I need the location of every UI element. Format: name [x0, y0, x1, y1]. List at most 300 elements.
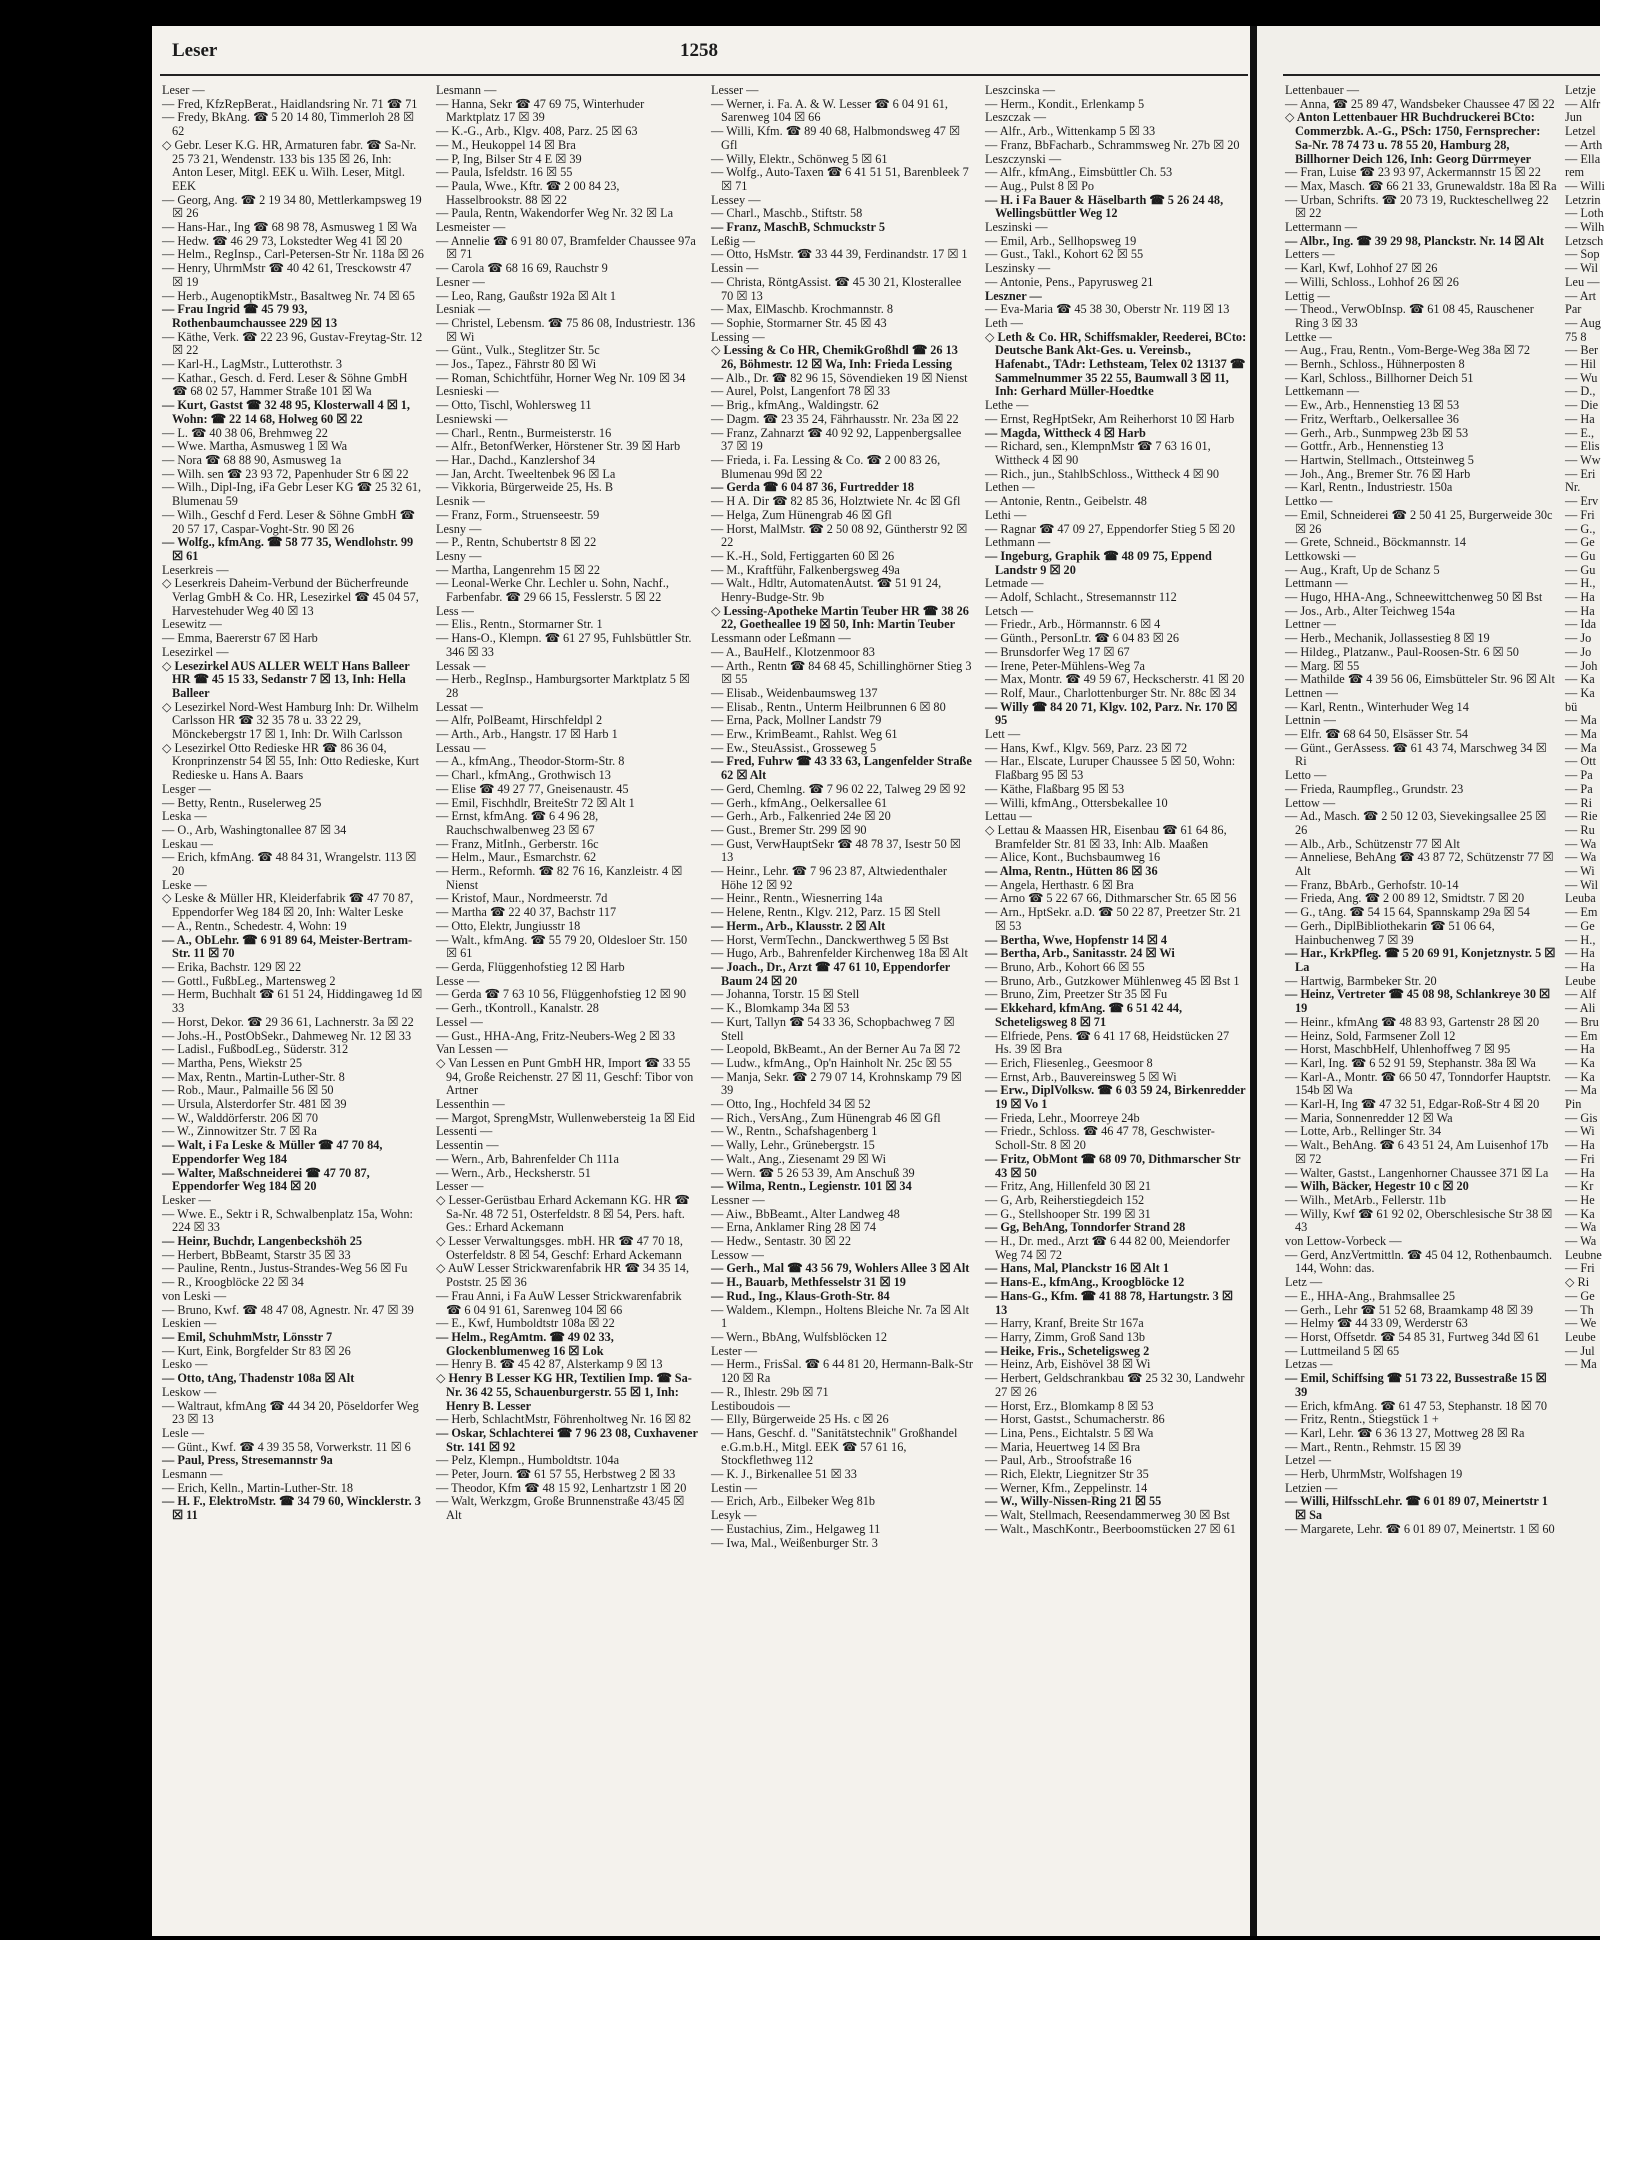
directory-entry: Lesnik —	[436, 494, 485, 509]
directory-entry: — Wilh., Dipl-Ing, iFa Gebr Leser KG ☎ 25 32 61, Blumenau 59	[162, 480, 422, 509]
directory-entry: — Hanna, Sekr ☎ 47 69 75, Winterhuder Marktplatz 17 ☒ 39	[436, 96, 645, 125]
directory-entry: — Walt., Ang., Ziesenamt 29 ☒ Wi	[711, 1151, 887, 1166]
directory-entry: — Ew., SteuAssist., Grosseweg 5	[711, 740, 877, 755]
directory-entry: — Har., Elscate, Luruper Chaussee 5 ☒ 50, Wohn: Flaßbarg 95 ☒ 53	[985, 754, 1236, 783]
directory-entry: — Ott	[1565, 754, 1597, 769]
directory-entry: — Joach., Dr., Arzt ☎ 47 61 10, Eppendorfer Baum 24 ☒ 20	[711, 960, 951, 988]
directory-entry: bü	[1565, 699, 1578, 714]
directory-entry: Less —	[436, 603, 474, 618]
directory-entry: Lesny —	[436, 548, 482, 563]
directory-entry: — Marg. ☒ 55	[1285, 658, 1360, 673]
page-number: 1258	[680, 40, 718, 61]
directory-entry: — Mathilde ☎ 4 39 56 06, Eimsbütteler Str. 96 ☒ Alt	[1285, 672, 1555, 687]
directory-entry: — Ekkehard, kfmAng. ☎ 6 51 42 44, Scheteligsweg 8 ☒ 71	[985, 1001, 1183, 1029]
directory-entry: — Herm, Buchhalt ☎ 61 51 24, Hiddingaweg 1d ☒ 33	[162, 987, 423, 1016]
directory-entry: — G., Stellshooper Str. 199 ☒ 31	[985, 1206, 1151, 1221]
directory-entry: — R., Ihlestr. 29b ☒ 71	[711, 1384, 829, 1399]
directory-column-6-cropped	[1565, 84, 1645, 1924]
directory-entry: — Käthe, Flaßbarg 95 ☒ 53	[985, 781, 1125, 796]
directory-entry: — Ew., Arb., Hennenstieg 13 ☒ 53	[1285, 398, 1460, 413]
directory-entry: — Herm., FrisSal. ☎ 6 44 81 20, Hermann-Balk-Str 120 ☒ Ra	[711, 1357, 973, 1386]
directory-entry: — Bruno, Kwf. ☎ 48 47 08, Agnestr. Nr. 47 ☒ 39	[162, 1302, 414, 1317]
directory-entry: Leser —	[162, 83, 205, 97]
directory-entry: — Erw., DiplVolksw. ☎ 6 03 59 24, Birkenredder 19 ☒ Vo 1	[985, 1083, 1246, 1112]
directory-entry: — Horst, Gastst., Schumacherstr. 86	[985, 1412, 1165, 1427]
directory-entry: — Gerh., Arb., Falkenried 24e ☒ 20	[711, 809, 891, 824]
directory-entry: Letzje	[1565, 83, 1596, 97]
directory-entry: Lesner —	[436, 274, 485, 289]
directory-entry: Lettke —	[1285, 329, 1332, 344]
directory-entry: — Willy, Elektr., Schönweg 5 ☒ 61	[711, 151, 888, 166]
directory-entry: ◇ Anton Lettenbauer HR Buchdruckerei BCto: Commerzbk. A.-G., PSch: 1750, Fernsprecher: Sa-Nr. 78 74 73 u. 78 55 20, Hamburg 28, Billhorner Deich 126, Inh: Georg Dürrmeyer	[1285, 110, 1541, 166]
directory-entry: — Elis., Rentn., Stormarner Str. 1	[436, 617, 603, 632]
directory-entry: — Magda, Wittheck 4 ☒ Harb	[985, 425, 1146, 440]
directory-entry: — Franz, Form., Struenseestr. 59	[436, 507, 600, 522]
directory-entry: — Aug., Frau, Rentn., Vom-Berge-Weg 38a ☒ 72	[1285, 343, 1531, 358]
directory-entry: — Horst, Offsetdr. ☎ 54 85 31, Furtweg 34d ☒ 61	[1285, 1329, 1540, 1344]
directory-entry: — Ma	[1565, 1083, 1597, 1098]
directory-entry: — Otto, Tischl, Wohlersweg 11	[436, 398, 592, 413]
directory-entry: — Antonie, Pens., Papyrusweg 21	[985, 274, 1154, 289]
directory-entry: — Willy ☎ 84 20 71, Klgv. 102, Parz. Nr. 170 ☒ 95	[985, 699, 1238, 728]
directory-entry: — Heinr., Lehr. ☎ 7 96 23 87, Altwiedenthaler Höhe 12 ☒ 92	[711, 864, 947, 892]
directory-entry: — Alfr., kfmAng., Eimsbüttler Ch. 53	[985, 165, 1173, 180]
directory-entry: — Günt., Vulk., Steglitzer Str. 5c	[436, 343, 600, 358]
directory-entry: Leskow —	[162, 1384, 217, 1399]
directory-entry: — Gerh., Arb., Sunmpweg 23b ☒ 53	[1285, 425, 1469, 440]
directory-entry: — Aug	[1565, 315, 1601, 330]
directory-entry: — Rich., VersAng., Zum Hünengrab 46 ☒ Gfl	[711, 1110, 941, 1125]
directory-entry: — Max, Montr. ☎ 49 59 67, Heckscherstr. 41 ☒ 20	[985, 672, 1245, 687]
directory-entry: Lettnin —	[1285, 713, 1336, 728]
directory-entry: — Emil, Arb., Sellhopsweg 19	[985, 233, 1137, 248]
directory-entry: — Rie	[1565, 809, 1598, 824]
directory-entry: — P, Ing, Bilser Str 4 E ☒ 39	[436, 151, 582, 166]
directory-entry: — Walt., BehAng. ☎ 6 43 51 24, Am Luisenhof 17b ☒ 72	[1285, 1138, 1549, 1166]
directory-entry: — Fred, Fuhrw ☎ 43 33 63, Langenfelder Straße 62 ☒ Alt	[711, 754, 972, 783]
directory-entry: Lettkowski —	[1285, 548, 1356, 563]
directory-entry: — Paul, Press, Stresemannstr 9a	[162, 1453, 333, 1468]
directory-entry: — Art	[1565, 288, 1597, 303]
directory-entry: — Irene, Peter-Mühlens-Weg 7a	[985, 658, 1145, 673]
directory-entry: — Horst, Erz., Blomkamp 8 ☒ 53	[985, 1398, 1154, 1413]
directory-entry: — Werner, i. Fa. A. & W. Lesser ☎ 6 04 91 61, Sarenweg 104 ☒ 66	[711, 96, 948, 125]
directory-entry: Lestin —	[711, 1480, 758, 1495]
directory-entry: — Ka	[1565, 685, 1595, 700]
directory-entry: Nr.	[1565, 480, 1581, 495]
directory-column-2	[436, 84, 698, 1924]
directory-entry: — Maria, Sonnenredder 12 ☒ Wa	[1285, 1110, 1453, 1125]
directory-entry: — Franz, Zahnarzt ☎ 40 92 92, Lappenbergsallee 37 ☒ 19	[711, 425, 962, 454]
directory-entry: — Charl., kfmAng., Grothwisch 13	[436, 768, 611, 783]
directory-entry: — Ka	[1565, 672, 1595, 687]
directory-entry: — Max, Rentn., Martin-Luther-Str. 8	[162, 1069, 345, 1084]
directory-entry: — Georg, Ang. ☎ 2 19 34 80, Mettlerkampsweg 19 ☒ 26	[162, 192, 422, 221]
directory-entry: ◇ Leth & Co. HR, Schiffsmakler, Reederei, BCto: Deutsche Bank Akt-Ges. u. Vereinsb., Hafenabt., TAdr: Lethsteam, Telex 02 13137 ☎ Sammelnummer 35 22 55, Baumwall 3 ☒ 11, Inh: Gerhard Müller-Hoedtke	[985, 329, 1247, 399]
directory-entry: — Gerd, AnzVertmittln. ☎ 45 04 12, Rothenbaumch. 144, Wohn: das.	[1285, 1247, 1553, 1276]
directory-entry: — Ida	[1565, 617, 1597, 632]
directory-entry: — Ri	[1565, 795, 1592, 810]
directory-entry: Lessat —	[436, 699, 483, 714]
directory-entry: — We	[1565, 1316, 1597, 1331]
directory-entry: Lesko —	[162, 1357, 208, 1372]
directory-entry: — Ma	[1565, 713, 1597, 728]
directory-entry: Lessmann oder Leßmann —	[711, 631, 851, 646]
directory-entry: — Rich, Elektr, Liegnitzer Str 35	[985, 1467, 1149, 1482]
directory-entry: — Eri	[1565, 466, 1596, 481]
directory-entry: — Gottl., FußbLeg., Martensweg 2	[162, 973, 336, 988]
directory-entry: — Ha	[1565, 603, 1595, 618]
directory-entry: — Friedr., Arb., Hörmannstr. 6 ☒ 4	[985, 617, 1161, 632]
directory-entry: — Gerh., kfmAng., Oelkersallee 61	[711, 795, 888, 810]
directory-entry: Lessow —	[711, 1247, 764, 1262]
directory-entry: — Elfriede, Pens. ☎ 6 41 17 68, Heidstücken 27 Hs. 39 ☒ Bra	[985, 1028, 1230, 1057]
directory-entry: — Ali	[1565, 1001, 1596, 1016]
directory-entry: — W., Walddörferstr. 206 ☒ 70	[162, 1110, 318, 1125]
directory-entry: — Heinr., kfmAng ☎ 48 83 93, Gartenstr 28 ☒ 20	[1285, 1014, 1540, 1029]
directory-entry: — Kristof, Maur., Nordmeerstr. 7d	[436, 891, 608, 906]
directory-entry: Lesewitz —	[162, 617, 222, 632]
directory-entry: — Waltraut, kfmAng ☎ 44 34 20, Pöseldorfer Weg 23 ☒ 13	[162, 1398, 419, 1427]
directory-entry: — Karl, Kwf, Lohhof 27 ☒ 26	[1285, 261, 1438, 276]
directory-entry: — Aug., Kraft, Up de Schanz 5	[1285, 562, 1440, 577]
directory-entry: — G, Arb, Reiherstiegdeich 152	[985, 1192, 1145, 1207]
directory-entry: Leube	[1565, 1329, 1596, 1344]
directory-entry: — Anna, ☎ 25 89 47, Wandsbeker Chaussee 47 ☒ 22	[1285, 96, 1555, 111]
directory-entry: — Adolf, Schlacht., Stresemannstr 112	[985, 590, 1177, 605]
directory-entry: — Fred, KfzRepBerat., Haidlandsring Nr. 71 ☎ 71	[162, 96, 418, 111]
directory-entry: — Angela, Herthastr. 6 ☒ Bra	[985, 877, 1134, 892]
directory-entry: — Fri	[1565, 507, 1595, 522]
directory-entry: — Rud., Ing., Klaus-Groth-Str. 84	[711, 1288, 890, 1303]
directory-entry: — Ha	[1565, 411, 1595, 426]
directory-entry: — Willy, Kwf ☎ 61 92 02, Oberschlesische Str 38 ☒ 43	[1285, 1206, 1553, 1235]
directory-entry: — H A. Dir ☎ 82 85 36, Holztwiete Nr. 4c ☒ Gfl	[711, 494, 961, 509]
directory-entry: — Alf	[1565, 987, 1597, 1002]
directory-entry: — Richard, sen., KlempnMstr ☎ 7 63 16 01, Wittheck 4 ☒ 90	[985, 439, 1211, 467]
directory-entry: — Gerh., Mal ☎ 43 56 79, Wohlers Allee 3 ☒ Alt	[711, 1261, 970, 1276]
directory-entry: — Herb., RegInsp., Hamburgsorter Marktplatz 5 ☒ 28	[436, 672, 690, 700]
directory-entry: — Walt, i Fa Leske & Müller ☎ 47 70 84, Eppendorfer Weg 184	[162, 1138, 383, 1166]
directory-entry: — Arn., HptSekr. a.D. ☎ 50 22 87, Preetzer Str. 21 ☒ 53	[985, 905, 1242, 933]
directory-entry: — Willi, HilfsschLehr. ☎ 6 01 89 07, Meinertstr 1 ☒ Sa	[1285, 1494, 1548, 1523]
directory-entry: — Wally, Lehr., Grünebergstr. 15	[711, 1138, 875, 1153]
directory-entry: — Herb., Mechanik, Jollassestieg 8 ☒ 19	[1285, 631, 1490, 646]
directory-entry: — Arth	[1565, 137, 1603, 152]
directory-entry: — Kr	[1565, 1179, 1594, 1194]
directory-entry: — Karl, Ing. ☎ 6 52 91 59, Stephanstr. 38a ☒ Wa	[1285, 1055, 1536, 1070]
directory-entry: — Alb., Dr. ☎ 82 96 15, Sövendieken 19 ☒ Nienst	[711, 370, 968, 385]
directory-entry: Leszczynski —	[985, 151, 1062, 166]
directory-entry: — Herbert, Geldschrankbau ☎ 25 32 30, Landwehr 27 ☒ 26	[985, 1371, 1245, 1399]
directory-entry: Lesyk —	[711, 1508, 757, 1523]
directory-entry: — Bru	[1565, 1014, 1599, 1029]
directory-entry: — Carola ☎ 68 16 69, Rauchstr 9	[436, 261, 608, 276]
directory-entry: — Christel, Lebensm. ☎ 75 86 08, Industriestr. 136 ☒ Wi	[436, 315, 696, 344]
directory-entry: Lesniak —	[436, 302, 491, 317]
directory-entry: Lettermann —	[1285, 220, 1358, 235]
directory-entry: Lessing —	[711, 329, 765, 344]
directory-entry: — Dagm. ☎ 23 35 24, Fährhausstr. Nr. 23a ☒ 22	[711, 411, 959, 426]
directory-entry: — Joh., Ang., Bremer Str. 76 ☒ Harb	[1285, 466, 1471, 481]
directory-entry: — Herb, UhrmMstr, Wolfshagen 19	[1285, 1467, 1463, 1482]
directory-entry: — W., Willy-Nissen-Ring 21 ☒ 55	[985, 1494, 1162, 1509]
directory-entry: — Brunsdorfer Weg 17 ☒ 67	[985, 644, 1130, 659]
directory-entry: — Horst, MaschbHelf, Uhlenhoffweg 7 ☒ 95	[1285, 1042, 1511, 1057]
directory-entry: Letto —	[1285, 768, 1327, 783]
directory-entry: — Willi	[1565, 178, 1605, 193]
directory-entry: — A., ObLehr. ☎ 6 91 89 64, Meister-Bertram-Str. 11 ☒ 70	[162, 932, 413, 961]
directory-entry: von Leski —	[162, 1288, 227, 1303]
directory-entry: — Ursula, Alsterdorfer Str. 481 ☒ 39	[162, 1097, 347, 1112]
directory-entry: — Willi, Schloss., Lohhof 26 ☒ 26	[1285, 274, 1459, 289]
directory-entry: — Wil	[1565, 877, 1599, 892]
directory-entry: — Emil, Schiffsing ☎ 51 73 22, Bussestraße 15 ☒ 39	[1285, 1371, 1547, 1399]
directory-entry: — Em	[1565, 1028, 1598, 1043]
directory-entry: — Otto, HsMstr. ☎ 33 44 39, Ferdinandstr. 17 ☒ 1	[711, 247, 968, 262]
directory-entry: — Elly, Bürgerweide 25 Hs. c ☒ 26	[711, 1412, 889, 1427]
directory-entry: — Jo	[1565, 631, 1592, 646]
directory-entry: Letzien —	[1285, 1480, 1338, 1495]
directory-entry: Lettmann —	[1285, 576, 1348, 591]
directory-entry: — Elisab., Weidenbaumsweg 137	[711, 685, 878, 700]
directory-entry: — Otto, Elektr, Jungiusstr 18	[436, 918, 581, 933]
directory-entry: ◇ Leske & Müller HR, Kleiderfabrik ☎ 47 70 87, Eppendorfer Weg 184 ☒ 20, Inh: Walter Leske	[162, 891, 414, 920]
directory-entry: — Ber	[1565, 343, 1599, 358]
directory-entry: — Horst, VermTechn., Danckwerthweg 5 ☒ Bst	[711, 932, 949, 947]
directory-entry: Lettkemann —	[1285, 384, 1360, 399]
directory-entry: — Elise ☎ 49 27 77, Gneisenaustr. 45	[436, 781, 629, 796]
directory-entry: — Eustachius, Zim., Helgaweg 11	[711, 1521, 881, 1536]
directory-entry: — Pa	[1565, 768, 1593, 783]
directory-entry: — H., Dr. med., Arzt ☎ 6 44 82 00, Meiendorfer Weg 74 ☒ 72	[985, 1234, 1230, 1262]
directory-entry: — Gu	[1565, 548, 1596, 563]
directory-entry: Lessin —	[711, 261, 759, 276]
directory-entry: — Gust., Bremer Str. 299 ☒ 90	[711, 822, 867, 837]
directory-entry: — Wil	[1565, 261, 1599, 276]
directory-entry: — A., BauHelf., Klotzenmoor 83	[711, 644, 875, 659]
directory-entry: — Betty, Rentn., Ruselerweg 25	[162, 795, 322, 810]
directory-entry: — Ma	[1565, 727, 1597, 742]
directory-entry: Lettow —	[1285, 795, 1336, 810]
directory-entry: — Pelz, Klempn., Humboldtstr. 104a	[436, 1453, 620, 1468]
directory-entry: — Wi	[1565, 864, 1595, 879]
directory-entry: — Bertha, Arb., Sanitasstr. 24 ☒ Wi	[985, 946, 1175, 961]
directory-entry: — Lotte, Arb., Rellinger Str. 34	[1285, 1124, 1442, 1139]
directory-entry: rem	[1565, 165, 1585, 180]
directory-entry: — Emil, Schneiderei ☎ 2 50 41 25, Burgerweide 30c ☒ 26	[1285, 507, 1553, 536]
directory-entry: — Helene, Rentn., Klgv. 212, Parz. 15 ☒ Stell	[711, 905, 941, 920]
directory-entry: — Erna, Anklamer Ring 28 ☒ 74	[711, 1220, 877, 1235]
directory-entry: — Rob., Maur., Palmaille 56 ☒ 50	[162, 1083, 334, 1098]
directory-entry: Lettnen —	[1285, 685, 1338, 700]
directory-entry: — E.,	[1565, 425, 1595, 440]
directory-entry: — Kurt, Tallyn ☎ 54 33 36, Schopbachweg 7 ☒ Stell	[711, 1014, 955, 1043]
directory-entry: Lessak —	[436, 658, 486, 673]
directory-entry: — Waldem., Klempn., Holtens Bleiche Nr. 7a ☒ Alt 1	[711, 1302, 970, 1331]
directory-entry: — Paul, Arb., Stroofstraße 16	[985, 1453, 1132, 1468]
directory-entry: Lestiboudois —	[711, 1398, 790, 1413]
directory-entry: — Theodor, Kfm ☎ 48 15 92, Lenhartzstr 1 ☒ 20	[436, 1480, 687, 1495]
directory-entry: Leszinsky —	[985, 261, 1051, 276]
directory-entry: — Emma, Baererstr 67 ☒ Harb	[162, 631, 318, 646]
directory-entry: — Th	[1565, 1302, 1594, 1317]
directory-entry: — Hans, Mal, Planckstr 16 ☒ Alt 1	[985, 1261, 1169, 1276]
directory-entry: — H.,	[1565, 576, 1596, 591]
directory-entry: — Ha	[1565, 590, 1595, 605]
directory-entry: — Herm., Arb., Klausstr. 2 ☒ Alt	[711, 918, 886, 933]
directory-entry: — Roman, Schichtführ, Horner Weg Nr. 109 ☒ 34	[436, 370, 686, 385]
directory-entry: — Alfr	[1565, 96, 1601, 111]
directory-entry: — Heinz, Sold, Farmsener Zoll 12	[1285, 1028, 1456, 1043]
directory-entry: Lesnieski —	[436, 384, 499, 399]
directory-entry: — He	[1565, 1192, 1595, 1207]
directory-entry: ◇ Lessing & Co HR, ChemikGroßhdl ☎ 26 13 26, Böhmestr. 12 ☒ Wa, Inh: Frieda Lessing	[711, 343, 958, 372]
directory-entry: — Herb, SchlachtMstr, Föhrenholtweg Nr. 16 ☒ 82	[436, 1412, 692, 1427]
directory-entry: — Paula, Rentn, Wakendorfer Weg Nr. 32 ☒ La	[436, 206, 674, 221]
directory-column-5	[1285, 84, 1557, 1924]
directory-entry: Lettenbauer —	[1285, 83, 1360, 97]
directory-entry: — Rolf, Maur., Charlottenburger Str. Nr. 88c ☒ 34	[985, 685, 1236, 700]
directory-entry: — Har., KrkPfleg. ☎ 5 20 69 91, Konjetznystr. 5 ☒ La	[1285, 946, 1556, 974]
directory-entry: — Har., Dachd., Kanzlershof 34	[436, 452, 596, 467]
directory-entry: — Jul	[1565, 1343, 1595, 1358]
directory-entry: Lethi —	[985, 507, 1027, 522]
directory-entry: — Ge	[1565, 1288, 1595, 1303]
directory-entry: — Max, Masch. ☎ 66 21 33, Grunewaldstr. 18a ☒ Ra	[1285, 178, 1557, 193]
directory-entry: ◇ Lesser-Gerüstbau Erhard Ackemann KG. HR ☎ Sa-Nr. 48 72 51, Osterfeldstr. 8 ☒ 54, Pers. haft. Ges.: Erhard Ackemann	[436, 1192, 690, 1235]
directory-entry: — Jos., Arb., Alter Teichweg 154a	[1285, 603, 1456, 618]
directory-entry: Lesmeister —	[436, 220, 506, 235]
directory-entry: — Manja, Sekr. ☎ 2 79 07 14, Krohnskamp 79 ☒ 39	[711, 1069, 962, 1098]
directory-entry: — Bruno, Arb., Gutzkower Mühlenweg 45 ☒ Bst 1	[985, 973, 1240, 988]
directory-entry: — H., Bauarb, Methfesselstr 31 ☒ 19	[711, 1275, 906, 1290]
directory-entry: — Gottfr., Arb., Hennenstieg 13	[1285, 439, 1444, 454]
directory-entry: Leu —	[1565, 274, 1600, 289]
directory-entry: — Walt, Stellmach, Reesendammerweg 30 ☒ Bst	[985, 1508, 1230, 1523]
directory-entry: — Iwa, Mal., Weißenburger Str. 3	[711, 1535, 878, 1550]
directory-entry: — Helm., RegAmtm. ☎ 49 02 33, Glockenblumenweg 16 ☒ Lok	[436, 1329, 614, 1358]
directory-entry: — Elisab., Rentn., Unterm Heilbrunnen 6 ☒ 80	[711, 699, 946, 714]
directory-entry: — Bernh., Schloss., Hühnerposten 8	[1285, 357, 1465, 372]
directory-entry: — Gerda ☎ 6 04 87 36, Furtredder 18	[711, 480, 915, 495]
directory-entry: — Ha	[1565, 1138, 1595, 1153]
directory-entry: — Alfr., BetonfWerker, Hörstener Str. 39 ☒ Harb	[436, 439, 681, 454]
directory-entry: — G.,	[1565, 521, 1596, 536]
directory-entry: — Wern., BbAng, Wulfsblöcken 12	[711, 1329, 888, 1344]
directory-entry: — Walter, Maßschneiderei ☎ 47 70 87, Eppendorfer Weg 184 ☒ 20	[162, 1165, 370, 1194]
directory-entry: — Heinr, Buchdr, Langenbeckshöh 25	[162, 1234, 362, 1249]
directory-entry: — Gerh., Lehr ☎ 51 52 68, Braamkamp 48 ☒ 39	[1285, 1302, 1533, 1317]
directory-entry: — Gerda, Flüggenhofstieg 12 ☒ Harb	[436, 960, 625, 974]
directory-entry: — Vikkoria, Bürgerweide 25, Hs. B	[436, 480, 614, 495]
directory-entry: — Alfr, PolBeamt, Hirschfeldpl 2	[436, 713, 603, 728]
book-gutter	[1250, 26, 1257, 1936]
directory-entry: — Kurt, Gastst ☎ 32 48 95, Klosterwall 4 ☒ 1, Wohn: ☎ 22 14 68, Holweg 60 ☒ 22	[162, 398, 411, 426]
directory-entry: Leszczak —	[985, 110, 1047, 125]
directory-entry: Leth —	[985, 315, 1023, 330]
directory-entry: — Ha	[1565, 1165, 1595, 1180]
directory-entry: Leszner —	[985, 288, 1042, 303]
directory-entry: Pin	[1565, 1097, 1582, 1112]
directory-entry: — Walt., kfmAng. ☎ 55 79 20, Oldesloer Str. 150 ☒ 61	[436, 932, 688, 961]
directory-entry: — Wolfg., kfmAng. ☎ 58 77 35, Wendlohstr. 99 ☒ 61	[162, 535, 414, 563]
directory-entry: — Albr., Ing. ☎ 39 29 98, Planckstr. Nr. 14 ☒ Alt	[1285, 233, 1544, 248]
directory-entry: — A., kfmAng., Theodor-Storm-Str. 8	[436, 754, 625, 769]
directory-entry: — Jo	[1565, 644, 1592, 659]
directory-entry: — L. ☎ 40 38 06, Brehmweg 22	[162, 425, 328, 440]
directory-entry: — Mart., Rentn., Rehmstr. 15 ☒ 39	[1285, 1439, 1461, 1454]
directory-entry: — Hans-O., Klempn. ☎ 61 27 95, Fuhlsbüttler Str. 346 ☒ 33	[436, 631, 692, 659]
directory-entry: — Ww	[1565, 452, 1601, 467]
directory-entry: — Pa	[1565, 781, 1593, 796]
directory-entry: — Gust., HHA-Ang, Fritz-Neubers-Weg 2 ☒ 33	[436, 1028, 676, 1043]
directory-entry: Leßig —	[711, 233, 756, 248]
directory-entry: — A., Rentn., Schedestr. 4, Wohn: 19	[162, 918, 347, 933]
directory-entry: Lesger —	[162, 781, 211, 796]
directory-entry: — Fritz, Rentn., Stiegstück 1 +	[1285, 1412, 1439, 1427]
directory-entry: — Jan, Archt. Tweeltenbek 96 ☒ La	[436, 466, 616, 481]
directory-entry: — Oskar, Schlachterei ☎ 7 96 23 08, Cuxhavener Str. 141 ☒ 92	[436, 1425, 698, 1454]
directory-entry: Leserkreis —	[162, 562, 229, 577]
directory-entry: — K., Blomkamp 34a ☒ 53	[711, 1001, 850, 1016]
directory-entry: — Wa	[1565, 1220, 1597, 1235]
directory-entry: — Heinr., Rentn., Wiesnerring 14a	[711, 891, 883, 906]
directory-entry: Letzrin	[1565, 192, 1601, 207]
directory-entry: — Frau Anni, i Fa AuW Lesser Strickwarenfabrik ☎ 6 04 91 61, Sarenweg 104 ☒ 66	[436, 1288, 682, 1317]
directory-entry: — Herb., AugenoptikMstr., Basaltweg Nr. 74 ☒ 65	[162, 288, 415, 303]
directory-entry: — Charl., Rentn., Burmeisterstr. 16	[436, 425, 612, 440]
directory-entry: ◇ Lesezirkel Otto Redieske HR ☎ 86 36 04, Kronprinzenstr 54 ☒ 55, Inh: Otto Redieske, Kurt Redieske u. Hans A. Baars	[162, 740, 420, 783]
directory-entry: ◇ Ri	[1565, 1275, 1590, 1290]
directory-entry: — Christa, RöntgAssist. ☎ 45 30 21, Klosterallee 70 ☒ 13	[711, 274, 962, 303]
directory-entry: — Emil, SchuhmMstr, Lönsstr 7	[162, 1329, 333, 1344]
directory-entry: — E., HHA-Ang., Brahmsallee 25	[1285, 1288, 1456, 1303]
directory-entry: — Ernst, kfmAng. ☎ 6 4 96 28, Rauchschwalbenweg 23 ☒ 67	[436, 809, 599, 837]
directory-entry: Lesmann —	[162, 1467, 223, 1482]
directory-entry: — K.-H., Sold, Fertiggarten 60 ☒ 26	[711, 548, 895, 563]
directory-entry: — Wolfg., Auto-Taxen ☎ 6 41 51 51, Barenbleek 7 ☒ 71	[711, 165, 969, 193]
directory-entry: — Jos., Tapez., Fährstr 80 ☒ Wi	[436, 357, 597, 372]
directory-entry: Lettig —	[1285, 288, 1330, 303]
directory-entry: — Em	[1565, 905, 1598, 920]
directory-entry: — Brig., kfmAng., Waldingstr. 62	[711, 398, 879, 413]
directory-entry: Lesniewski —	[436, 411, 508, 426]
directory-entry: — Martha, Langenrehm 15 ☒ 22	[436, 562, 601, 577]
directory-entry: — Günth., PersonLtr. ☎ 6 04 83 ☒ 26	[985, 631, 1180, 646]
directory-entry: — Günt., Kwf. ☎ 4 39 35 58, Vorwerkstr. 11 ☒ 6	[162, 1439, 411, 1454]
directory-entry: — Herbert, BbBeamt, Starstr 35 ☒ 33	[162, 1247, 351, 1262]
directory-entry: — Ka	[1565, 1206, 1595, 1221]
directory-entry: Lesny —	[436, 521, 482, 536]
directory-entry: — Walter, Gastst., Langenhorner Chaussee 371 ☒ La	[1285, 1165, 1549, 1180]
directory-entry: ◇ Lesezirkel Nord-West Hamburg Inh: Dr. Wilhelm Carlsson HR ☎ 32 35 78 u. 33 22 29, Mönckebergstr 17 ☒ 1, Inh: Dr. Wilh Carlsson	[162, 699, 419, 742]
directory-entry: — Ha	[1565, 1042, 1595, 1057]
directory-entry: — Harry, Kranf, Breite Str 167a	[985, 1316, 1144, 1331]
directory-entry: — G., tAng. ☎ 54 15 64, Spannskamp 29a ☒ 54	[1285, 905, 1530, 920]
directory-entry: — Maria, Heuertweg 14 ☒ Bra	[985, 1439, 1141, 1454]
directory-entry: — E., Kwf, Humboldtstr 108a ☒ 22	[436, 1316, 615, 1331]
directory-entry: — Wern. ☎ 5 26 53 39, Am Anschuß 39	[711, 1165, 915, 1180]
directory-entry: Lesmann —	[436, 83, 497, 97]
directory-entry: — Wi	[1565, 1124, 1595, 1139]
directory-entry: — Theod., VerwObInsp. ☎ 61 08 45, Rauschener Ring 3 ☒ 33	[1285, 302, 1534, 330]
directory-entry: Lettner —	[1285, 617, 1336, 632]
directory-entry: — Peter, Journ. ☎ 61 57 55, Herbstweg 2 ☒ 33	[436, 1467, 676, 1482]
directory-entry: — Leopold, BkBeamt., An der Berner Au 7a ☒ 72	[711, 1042, 961, 1057]
directory-entry: Leskien —	[162, 1316, 217, 1331]
directory-entry: Lessenti —	[436, 1124, 493, 1139]
